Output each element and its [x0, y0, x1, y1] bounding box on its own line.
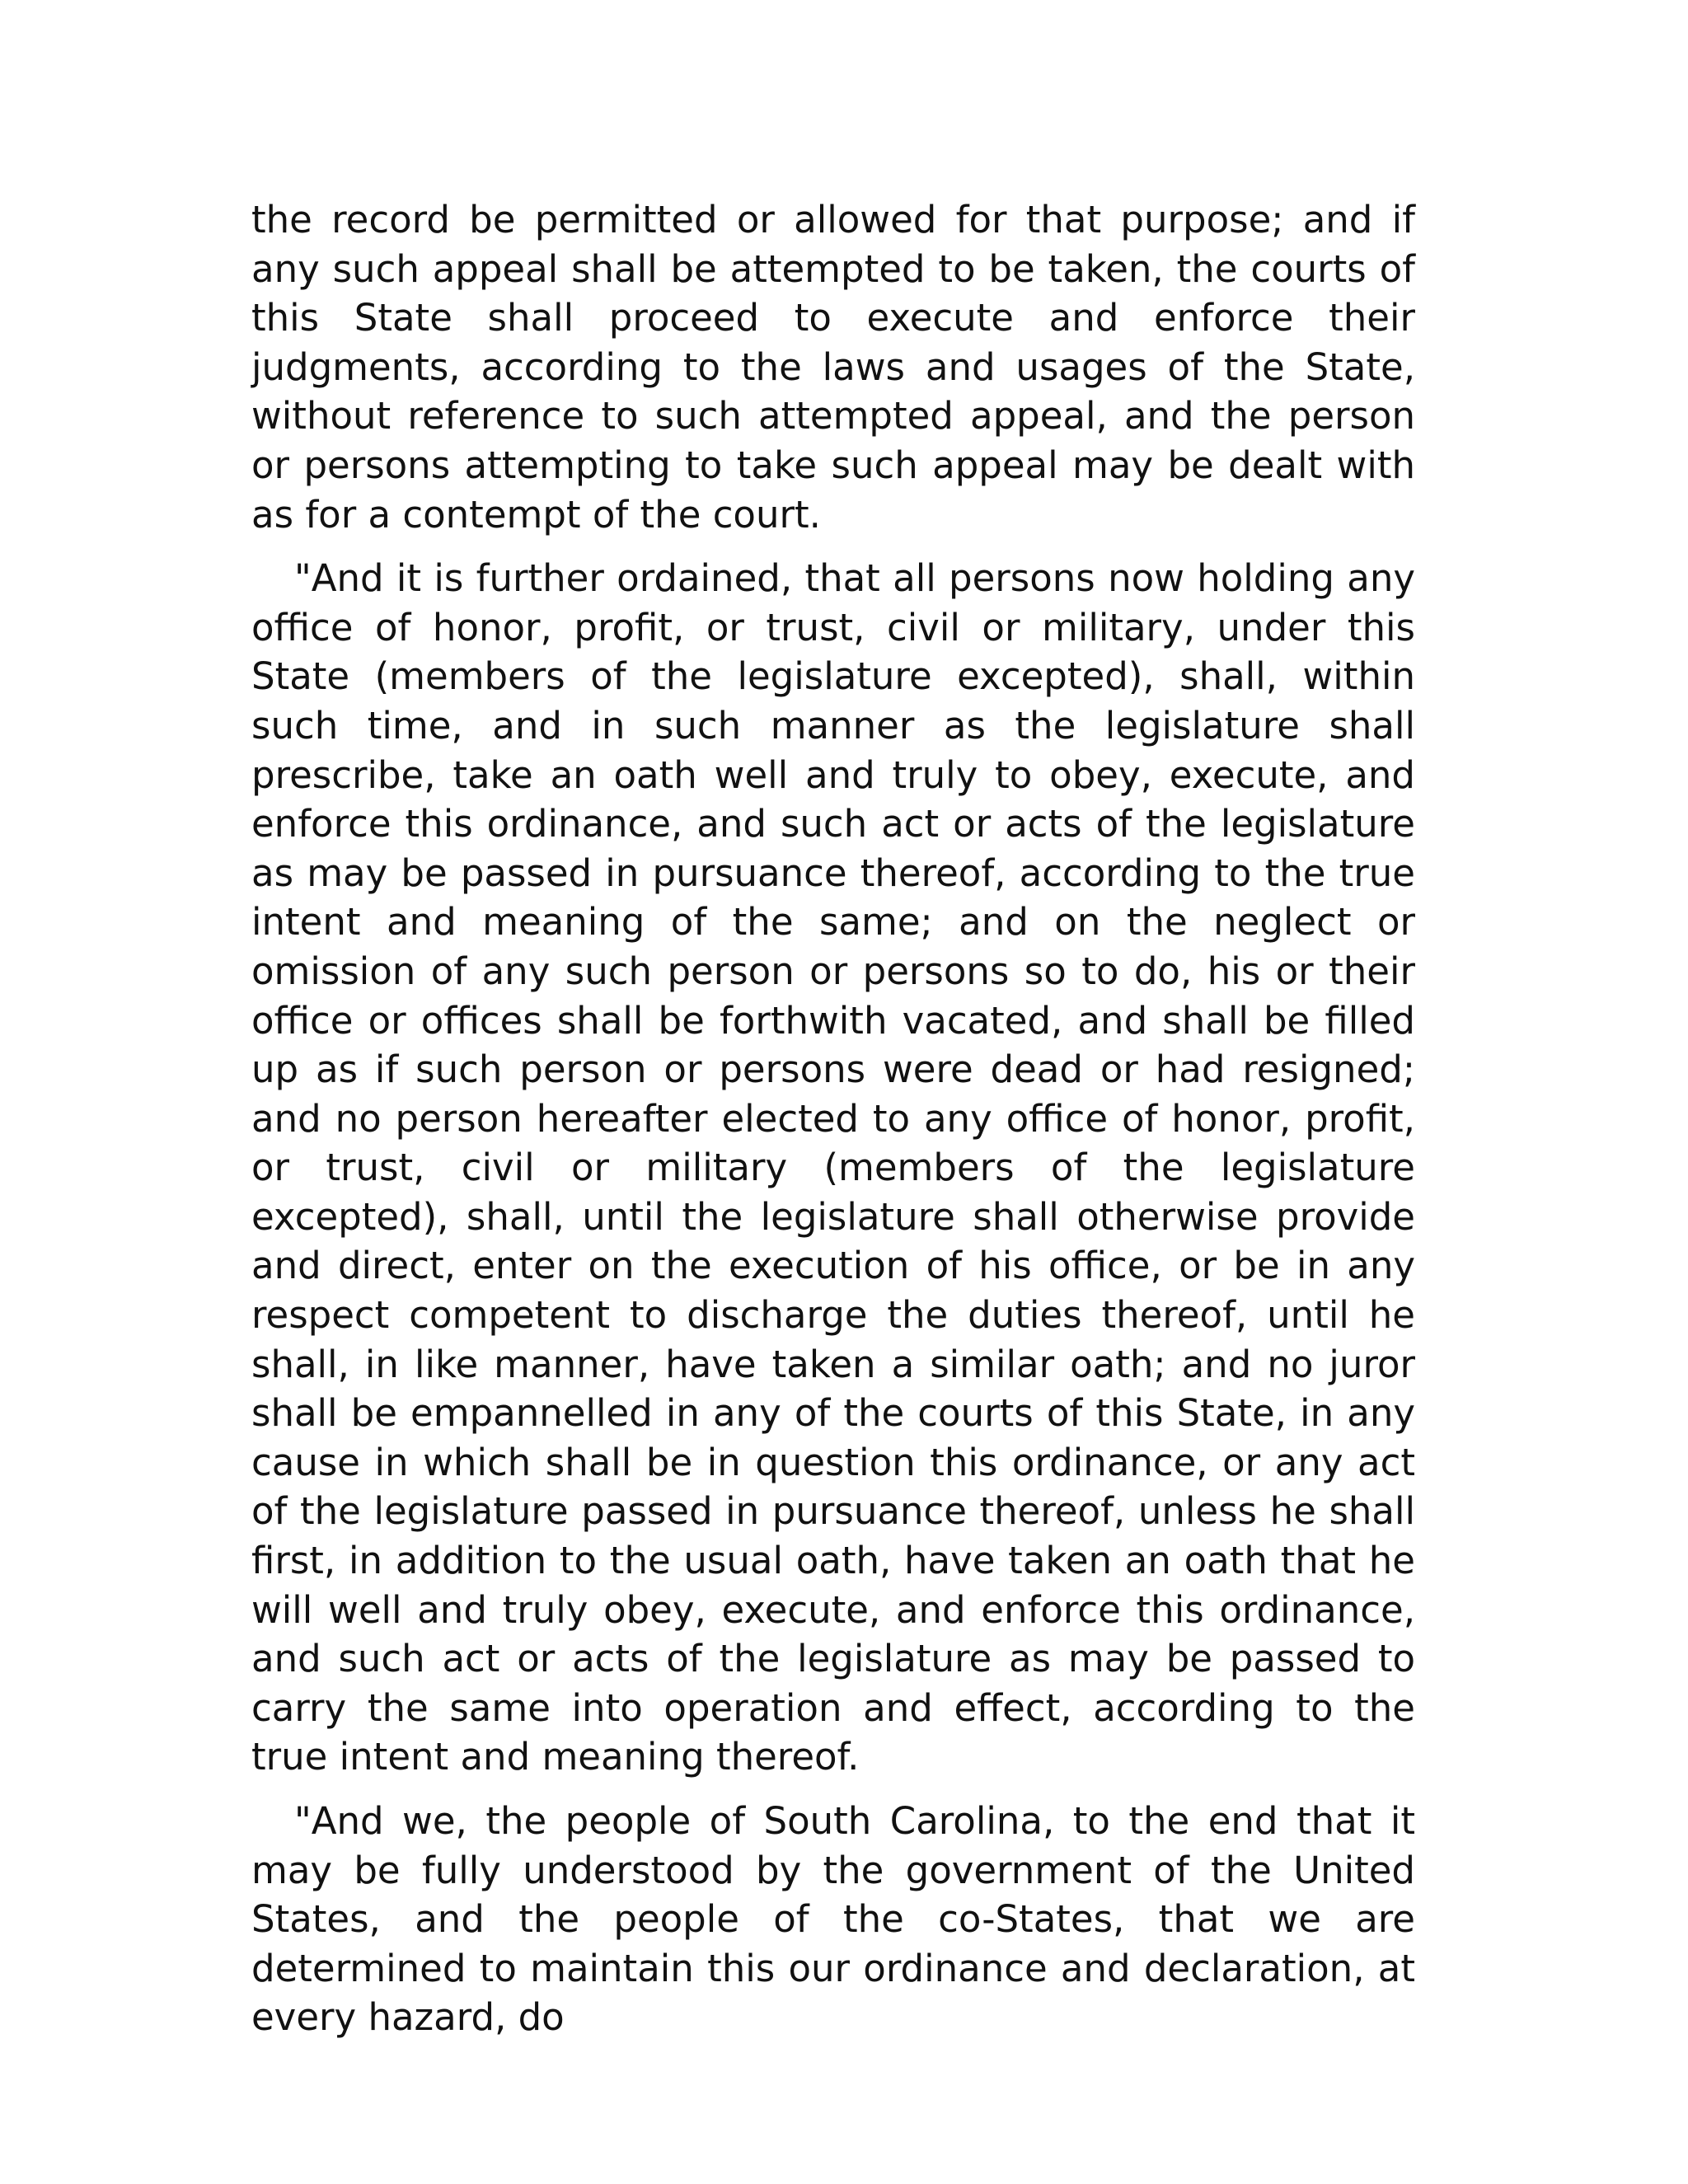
paragraph-oath-ordinance: "And it is further ordained, that all persons now holding any office of honor, profit, or trust, civil or military, under this State (members of the legislature excepted), shall, within such time, and in such manner as the legislature shall prescribe, take an oath well and truly to obey, execute, and enforce this ordinance, and such act or acts of the legislature as may be passed in pursuance thereof, according to the true intent and meaning of the same; and on the neglect or omission of any such person or persons so to do, his or their office or offices shall be forthwith vacated, and shall be filled up as if such person or persons were dead or had resigned; and no person hereafter elected to any office of honor, profit, or trust, civil or military (members of the legislature excepted), shall, until the legislature shall otherwise provide and direct, enter on the execution of his office, or be in any respect competent to discharge the duties thereof, until he shall, in like manner, have taken a similar oath; and no juror shall be empannelled in any of the courts of this State, in any cause in which shall be in question this ordinance, or any act of the legislature passed in pursuance thereof, unless he shall first, in addition to the usual oath, have taken an oath that he will well and truly obey, execute, and enforce this ordinance, and such act or acts of the legislature as may be passed to carry the same into operation and effect, according to the true intent and meaning thereof. [251, 556, 1415, 1779]
paragraph-continuation: the record be permitted or allowed for that purpose; and if any such appeal shall be attempted to be taken, the courts of this State shall proceed to execute and enforce their judgments, according to the laws and usages of the State, without reference to such attempted appeal, and the person or persons attempting to take such appeal may be dealt with as for a contempt of the court. [251, 198, 1415, 537]
body-text [251, 195, 1415, 2042]
paragraph-people-declaration: "And we, the people of South Carolina, to the end that it may be fully understood by the government of the United States, and the people of the co-States, that we are determined to maintain this our ordinance and declaration, at every hazard, do [251, 1799, 1415, 2040]
